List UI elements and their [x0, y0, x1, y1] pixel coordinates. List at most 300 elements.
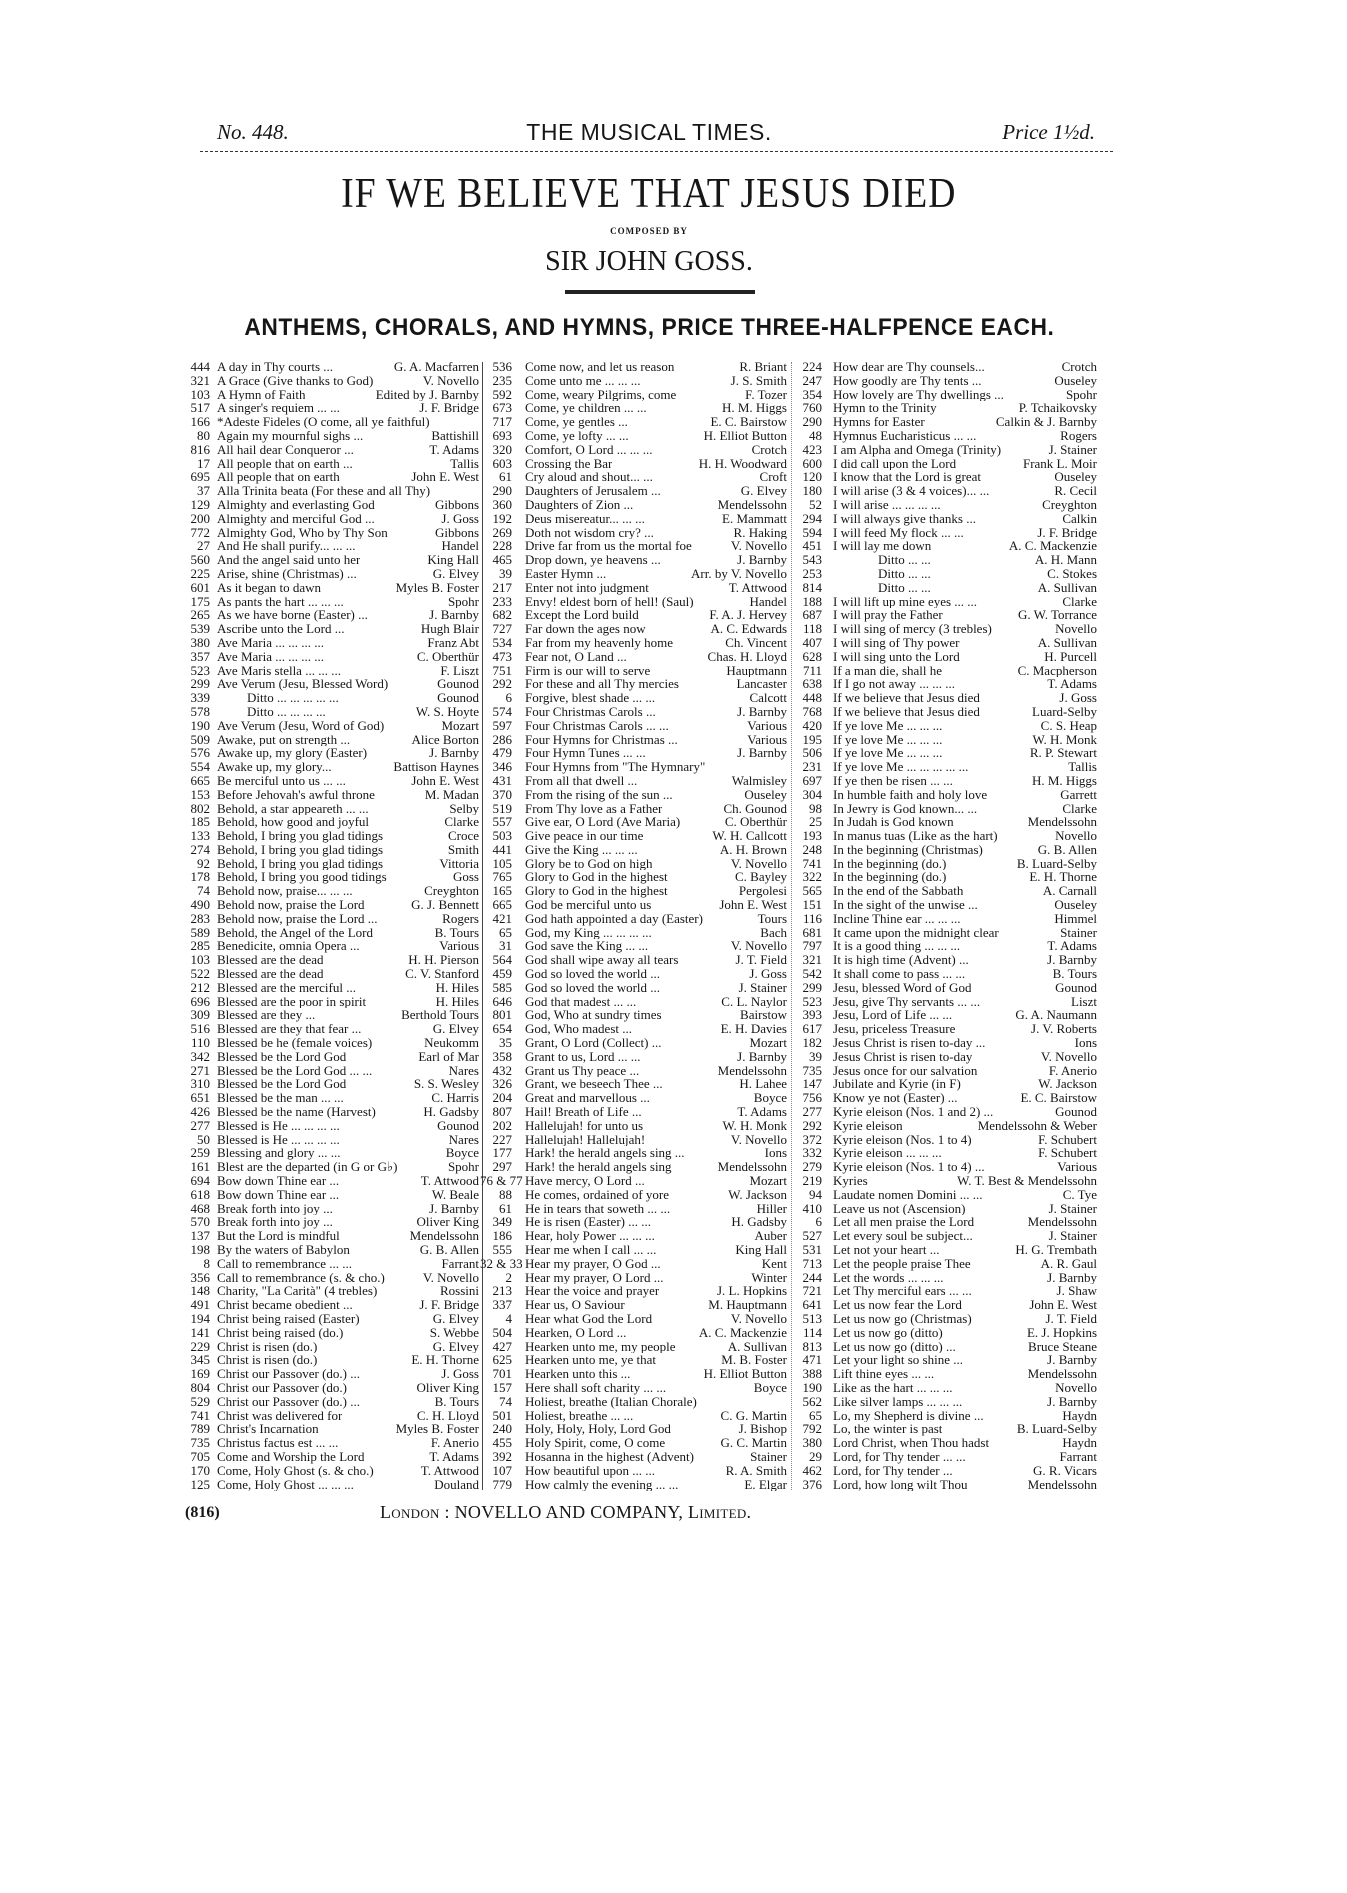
- entry-text: [525, 622, 787, 636]
- entry-text: [833, 1284, 1097, 1298]
- entry-composer: Auber: [754, 1229, 787, 1243]
- entry-text: [833, 664, 1097, 678]
- entry-composer: Ouseley: [1054, 373, 1097, 388]
- entry-title: And He shall purify... ... ...: [217, 539, 356, 554]
- entry-title: From Thy love as a Father: [525, 801, 663, 816]
- entry-text: [217, 1298, 479, 1312]
- entry-text: [217, 1422, 479, 1436]
- entry-title: Come, ye gentles ...: [525, 415, 628, 429]
- entry-composer: V. Novello: [730, 1132, 787, 1147]
- entry-text: [525, 1229, 787, 1243]
- entry-number: 735: [190, 1435, 210, 1451]
- entry-text: [833, 1312, 1097, 1326]
- entry-composer: J. Barnby: [737, 704, 787, 719]
- entry-title: Christ our Passover (do.): [217, 1380, 347, 1395]
- entry-text: [833, 650, 1097, 664]
- entry-text: [833, 939, 1097, 953]
- entry-title: Behold, I bring you glad tidings: [217, 856, 384, 871]
- entry-title: Let all men praise the Lord: [833, 1215, 975, 1230]
- entry-text: [217, 484, 479, 498]
- entry-number: 491: [190, 1297, 210, 1313]
- entry-composer: T. Adams: [1047, 677, 1097, 692]
- entry-number: 224: [802, 359, 822, 374]
- entry-title: If ye love Me ... ... ...: [833, 746, 943, 761]
- entry-composer: E. J. Hopkins: [1026, 1325, 1097, 1340]
- entry-composer: Franz Abt: [427, 635, 479, 650]
- entry-composer: J. Barnby: [737, 1049, 787, 1064]
- entry-text: [525, 1367, 787, 1381]
- entry-composer: Bairstow: [740, 1008, 787, 1023]
- entry-title: A singer's requiem ... ...: [217, 401, 340, 416]
- entry-number: 219: [802, 1173, 822, 1189]
- entry-title: Lord, how long wilt Thou: [833, 1477, 968, 1492]
- entry-number: 468: [190, 1200, 210, 1216]
- entry-composer: W. S. Hoyte: [415, 704, 479, 719]
- entry-composer: T. Attwood: [420, 1174, 479, 1188]
- entry-composer: C. L. Naylor: [721, 994, 787, 1009]
- entry-text: [525, 1133, 787, 1147]
- entry-number: 432: [492, 1062, 512, 1078]
- entry-text: [833, 1436, 1097, 1450]
- entry-number: 705: [190, 1448, 210, 1464]
- entry-number: 804: [190, 1379, 210, 1395]
- entry-composer: V. Novello: [730, 856, 787, 871]
- entry-composer: C. Macpherson: [1017, 663, 1097, 678]
- entry-title: I will pray the Father: [833, 608, 943, 623]
- entry-number: 789: [190, 1421, 210, 1437]
- entry-title: A day in Thy courts ...: [217, 360, 334, 374]
- entry-text: [217, 788, 479, 802]
- entry-title: Break forth into joy ...: [217, 1215, 333, 1230]
- entry-text: [525, 1381, 787, 1395]
- entry-text: [525, 1064, 787, 1078]
- entry-title: Glory to God in the highest: [525, 884, 668, 899]
- entry-number: 290: [492, 483, 512, 499]
- entry-composer: S. S. Wesley: [413, 1077, 479, 1092]
- entry-title: In humble faith and holy love: [833, 787, 988, 802]
- entry-composer: T. Adams: [429, 1449, 479, 1464]
- entry-composer: John E. West: [411, 773, 479, 788]
- entry-title: Let the people praise Thee: [833, 1256, 971, 1271]
- entry-text: [217, 857, 479, 871]
- entry-number: 32 & 33: [480, 1255, 523, 1271]
- entry-text: [525, 1146, 787, 1160]
- entry-number: 103: [190, 952, 210, 968]
- entry-composer: G. C. Martin: [720, 1436, 787, 1450]
- entry-title: I will always give thanks ...: [833, 511, 976, 526]
- entry-number: 349: [492, 1214, 512, 1230]
- entry-number: 110: [190, 1035, 210, 1051]
- entry-number: 801: [492, 1007, 512, 1023]
- entry-number: 48: [809, 427, 822, 443]
- entry-text: [833, 1326, 1097, 1340]
- entry-title: God shall wipe away all tears: [525, 953, 679, 968]
- entry-composer: V. Novello: [1040, 1049, 1097, 1064]
- entry-number: 277: [802, 1104, 822, 1120]
- entry-text: [833, 1008, 1097, 1022]
- entry-title: Call to remembrance (s. & cho.): [217, 1270, 385, 1285]
- entry-composer: Mendelssohn: [717, 1063, 787, 1078]
- entry-composer: W. H. Monk: [1032, 732, 1097, 747]
- entry-title: Come unto me ... ... ...: [525, 373, 641, 388]
- entry-number: 354: [802, 386, 822, 402]
- entry-title: Blessed are they ...: [217, 1008, 316, 1023]
- entry-composer: Himmel: [1054, 911, 1097, 926]
- entry-number: 116: [802, 910, 822, 926]
- entry-number: 17: [197, 455, 210, 471]
- entry-text: [525, 705, 787, 719]
- entry-composer: Selby: [449, 801, 479, 816]
- entry-number: 170: [190, 1462, 210, 1478]
- entry-composer: H. H. Pierson: [408, 953, 479, 968]
- entry-number: 202: [492, 1117, 512, 1133]
- entry-composer: Frank L. Moir: [1022, 456, 1097, 471]
- entry-text: [833, 360, 1097, 374]
- entry-number: 227: [492, 1131, 512, 1147]
- entry-text: [525, 1312, 787, 1326]
- entry-title: Know ye not (Easter) ...: [833, 1091, 958, 1106]
- entry-composer: M. B. Foster: [721, 1353, 787, 1368]
- entry-text: [217, 829, 479, 843]
- entry-title: I will arise ... ... ... ...: [833, 497, 941, 512]
- entry-text: [833, 636, 1097, 650]
- entry-composer: [783, 1395, 787, 1409]
- entry-text: [833, 926, 1097, 940]
- entry-title: Awake, put on strength ...: [217, 732, 351, 747]
- entry-title: Glory be to God on high: [525, 856, 653, 871]
- entry-number: 129: [190, 496, 210, 512]
- entry-title: Blessed be the man ... ...: [217, 1091, 344, 1106]
- entry-number: 765: [492, 869, 512, 885]
- entry-title: Come, Holy Ghost (s. & cho.): [217, 1463, 374, 1478]
- entry-number: 279: [802, 1159, 822, 1175]
- entry-number: 431: [492, 772, 512, 788]
- entry-number: 118: [802, 621, 822, 637]
- entry-composer: H. Elliot Button: [703, 428, 787, 443]
- entry-text: [217, 898, 479, 912]
- entry-number: 180: [802, 483, 822, 499]
- entry-number: 190: [190, 717, 210, 733]
- entry-number: 175: [190, 593, 210, 609]
- entry-text: [525, 1326, 787, 1340]
- entry-composer: R. Cecil: [1054, 484, 1097, 498]
- entry-text: [525, 760, 787, 774]
- entry-title: In the sight of the unwise ...: [833, 898, 978, 912]
- entry-number: 380: [190, 634, 210, 650]
- entry-text: [833, 843, 1097, 857]
- entry-text: [833, 457, 1097, 471]
- entry-title: I will lay me down: [833, 539, 932, 554]
- entry-text: [833, 1395, 1097, 1409]
- entry-number: 195: [802, 731, 822, 747]
- entry-number: 332: [802, 1145, 822, 1161]
- entry-title: Blessed is He ... ... ... ...: [217, 1118, 340, 1133]
- entry-title: Blessed be he (female voices): [217, 1036, 373, 1050]
- entry-title: Hymns for Easter: [833, 415, 925, 429]
- entry-number: 701: [492, 1366, 512, 1382]
- entry-number: 80: [197, 427, 210, 443]
- entry-number: 423: [802, 441, 822, 457]
- entry-composer: Bach: [760, 925, 787, 940]
- entry-title: Give the King ... ... ...: [525, 842, 638, 857]
- entry-composer: Berthold Tours: [401, 1008, 479, 1023]
- entry-title: Let us now go (ditto): [833, 1325, 943, 1340]
- entry-number: 534: [492, 634, 512, 650]
- entry-composer: G. J. Bennett: [411, 898, 479, 912]
- entry-composer: Mendelssohn: [1027, 1477, 1097, 1492]
- entry-title: Give peace in our time: [525, 829, 644, 843]
- entry-composer: J. Barnby: [1047, 953, 1097, 968]
- entry-number: 536: [492, 359, 512, 374]
- entry-composer: [475, 484, 479, 498]
- entry-composer: John E. West: [411, 470, 479, 485]
- entry-composer: W. Jackson: [728, 1187, 787, 1202]
- entry-title: God, my King ... ... ... ...: [525, 925, 652, 940]
- entry-text: [833, 1119, 1097, 1133]
- entry-title: Again my mournful sighs ...: [217, 428, 364, 443]
- entry-composer: Haydn: [1062, 1408, 1097, 1423]
- entry-title: How calmly the evening ... ...: [525, 1477, 679, 1492]
- entry-composer: J. Stainer: [738, 980, 787, 995]
- entry-number: 231: [802, 759, 822, 775]
- entry-number: 673: [492, 400, 512, 416]
- entry-title: Kyrie eleison: [833, 1118, 903, 1133]
- entry-text: [525, 553, 787, 567]
- entry-text: [525, 567, 787, 581]
- entry-text: [525, 1243, 787, 1257]
- entry-title: Ditto ... ...: [878, 553, 931, 567]
- entry-composer: Gounod: [437, 677, 479, 692]
- entry-number: 807: [492, 1104, 512, 1120]
- entry-title: Crossing the Bar: [525, 456, 613, 471]
- entry-composer: J. Barnby: [1047, 1394, 1097, 1409]
- entry-title: Hymnus Eucharisticus ... ...: [833, 428, 977, 443]
- entry-composer: F. Anerio: [1048, 1063, 1097, 1078]
- entry-text: [217, 1450, 479, 1464]
- entry-title: As pants the hart ... ... ...: [217, 594, 344, 609]
- entry-composer: Nares: [448, 1132, 479, 1147]
- price: Price 1½d.: [1002, 120, 1095, 144]
- entry-text: [833, 719, 1097, 733]
- entry-text: [833, 429, 1097, 443]
- entry-number: 61: [499, 469, 512, 485]
- entry-composer: J. F. Bridge: [419, 1298, 479, 1312]
- masthead: THE MUSICAL TIMES.: [526, 119, 772, 145]
- entry-title: Hear us, O Saviour: [525, 1298, 625, 1312]
- entry-composer: Chas. H. Lloyd: [707, 649, 787, 664]
- entry-text: [525, 953, 787, 967]
- entry-number: 751: [492, 662, 512, 678]
- entry-text: [525, 484, 787, 498]
- entry-number: 190: [802, 1379, 822, 1395]
- entry-title: Hear, holy Power ... ... ...: [525, 1229, 655, 1243]
- entry-number: 153: [190, 786, 210, 802]
- entry-composer: Hugh Blair: [420, 622, 479, 636]
- section-title-text: ANTHEMS, CHORALS, AND HYMNS, PRICE THREE-HALFPENCE EACH.: [243, 314, 1055, 341]
- entry-title: Grant to us, Lord ... ...: [525, 1049, 641, 1064]
- entry-title: Jesu, priceless Treasure: [833, 1022, 956, 1037]
- entry-number: 557: [492, 814, 512, 830]
- entry-title: A Grace (Give thanks to God): [217, 373, 374, 388]
- entry-title: Alla Trinita beata (For these and all Thy): [217, 484, 431, 498]
- entry-number: 185: [190, 814, 210, 830]
- entry-number: 713: [802, 1255, 822, 1271]
- entry-text: [833, 608, 1097, 622]
- entry-number: 741: [802, 855, 822, 871]
- entry-number: 52: [809, 496, 822, 512]
- entry-number: 76 & 77: [480, 1173, 523, 1189]
- entry-number: 641: [802, 1297, 822, 1313]
- entry-composer: G. Elvey: [432, 1022, 479, 1037]
- entry-composer: Battison Haynes: [393, 760, 479, 774]
- entry-text: [217, 1160, 479, 1174]
- entry-composer: Mendelssohn: [409, 1229, 479, 1243]
- entry-title: And the angel said unto her: [217, 553, 361, 567]
- entry-composer: G. Elvey: [740, 484, 787, 498]
- entry-text: [217, 636, 479, 650]
- entry-composer: Boyce: [753, 1380, 787, 1395]
- entry-composer: Smith: [447, 842, 479, 857]
- entry-text: [833, 1229, 1097, 1243]
- entry-composer: R. Briant: [739, 360, 787, 374]
- entry-text: [217, 926, 479, 940]
- entry-composer: Novello: [1055, 829, 1097, 843]
- entry-text: [833, 1381, 1097, 1395]
- entry-composer: Gounod: [1055, 1105, 1097, 1119]
- entry-text: [525, 388, 787, 402]
- entry-title: Forgive, blest shade ... ...: [525, 691, 656, 705]
- entry-text: [525, 1478, 787, 1492]
- entry-title: Jesu, give Thy servants ... ...: [833, 994, 981, 1009]
- entry-composer: Ouseley: [1054, 470, 1097, 485]
- entry-text: [525, 1353, 787, 1367]
- entry-title: Blessing and glory ... ...: [217, 1146, 341, 1161]
- entry-text: [833, 967, 1097, 981]
- entry-number: 213: [492, 1283, 512, 1299]
- entry-text: [525, 1077, 787, 1091]
- entry-text: [525, 746, 787, 760]
- entry-composer: W. Jackson: [1038, 1077, 1097, 1092]
- entry-text: [217, 1284, 479, 1298]
- entry-title: If ye then be risen ... ...: [833, 773, 953, 788]
- entry-title: Let us now fear the Lord: [833, 1298, 962, 1312]
- entry-composer: G. Elvey: [432, 1339, 479, 1354]
- entry-title: Doth not wisdom cry? ...: [525, 525, 654, 540]
- entry-text: [525, 401, 787, 415]
- entry-number: 594: [802, 524, 822, 540]
- entry-title: Let us now go (ditto) ...: [833, 1339, 956, 1354]
- entry-composer: Crotch: [1061, 360, 1097, 374]
- entry-number: 527: [802, 1228, 822, 1244]
- entry-number: 186: [492, 1228, 512, 1244]
- entry-text: [217, 1271, 479, 1285]
- entry-composer: A. Sullivan: [1037, 580, 1097, 595]
- entry-number: 501: [492, 1407, 512, 1423]
- entry-title: Break forth into joy ...: [217, 1201, 333, 1216]
- entry-composer: F. Schubert: [1038, 1132, 1097, 1147]
- entry-composer: Croce: [447, 829, 479, 843]
- entry-title: Firm is our will to serve: [525, 663, 651, 678]
- entry-text: [525, 457, 787, 471]
- entry-composer: F. Tozer: [745, 387, 787, 402]
- entry-composer: B. Tours: [434, 925, 479, 940]
- entry-number: 741: [190, 1407, 210, 1423]
- entry-title: From all that dwell ...: [525, 773, 638, 788]
- entry-number: 125: [190, 1476, 210, 1492]
- entry-composer: V. Novello: [730, 539, 787, 554]
- entry-number: 779: [492, 1476, 512, 1492]
- entry-title: If we believe that Jesus died: [833, 704, 980, 719]
- entry-text: [525, 1036, 787, 1050]
- entry-title: Come, weary Pilgrims, come: [525, 387, 677, 402]
- entry-composer: Creyghton: [424, 884, 479, 899]
- entry-number: 625: [492, 1352, 512, 1368]
- entry-number: 309: [190, 1007, 210, 1023]
- entry-title: Ditto ... ... ... ...: [247, 704, 326, 719]
- entry-title: Let Thy merciful ears ... ...: [833, 1284, 972, 1299]
- entry-text: [833, 415, 1097, 429]
- entry-number: 444: [190, 359, 210, 374]
- entry-number: 578: [190, 703, 210, 719]
- entry-text: [525, 1284, 787, 1298]
- entry-number: 198: [190, 1242, 210, 1257]
- entry-title: Jesus Christ is risen to-day ...: [833, 1036, 986, 1050]
- entry-composer: Tallis: [1068, 760, 1097, 774]
- entry-title: Behold, the Angel of the Lord: [217, 925, 373, 940]
- entry-number: 651: [190, 1090, 210, 1106]
- entry-title: Blessed be the Lord God: [217, 1049, 347, 1064]
- entry-number: 697: [802, 772, 822, 788]
- entry-title: If we believe that Jesus died: [833, 691, 980, 705]
- entry-text: [217, 1133, 479, 1147]
- entry-title: How beautiful upon ... ...: [525, 1463, 655, 1478]
- entry-composer: G. Elvey: [432, 1311, 479, 1326]
- entry-title: Far down the ages now: [525, 622, 646, 636]
- entry-text: [525, 1022, 787, 1036]
- entry-number: 29: [809, 1448, 822, 1464]
- entry-number: 503: [492, 828, 512, 844]
- entry-text: [217, 1105, 479, 1119]
- entry-text: [217, 1146, 479, 1160]
- entry-title: I know that the Lord is great: [833, 470, 982, 485]
- entry-text: [525, 802, 787, 816]
- entry-text: [217, 1478, 479, 1492]
- entry-composer: J. Barnby: [429, 746, 479, 761]
- entry-number: 696: [190, 993, 210, 1009]
- entry-text: [833, 898, 1097, 912]
- entry-composer: E. C. Bairstow: [710, 415, 787, 429]
- entry-text: [525, 1174, 787, 1188]
- entry-text: [525, 443, 787, 457]
- entry-text: [525, 539, 787, 553]
- entry-text: [525, 1464, 787, 1478]
- entry-composer: Stainer: [1060, 925, 1097, 940]
- entry-title: In the end of the Sabbath: [833, 884, 964, 899]
- entry-text: [525, 1188, 787, 1202]
- entry-composer: Spohr: [447, 594, 479, 609]
- entry-text: [525, 1119, 787, 1133]
- entry-composer: J. S. Smith: [730, 373, 787, 388]
- entry-composer: Arr. by V. Novello: [691, 566, 787, 581]
- entry-text: [833, 815, 1097, 829]
- entry-number: 188: [802, 593, 822, 609]
- entry-title: Like silver lamps ... ... ...: [833, 1394, 963, 1409]
- entry-composer: J. Stainer: [1048, 442, 1097, 457]
- entry-composer: P. Tchaikovsky: [1018, 401, 1097, 416]
- entry-text: [217, 1215, 479, 1229]
- entry-number: 151: [802, 897, 822, 913]
- entry-number: 441: [492, 841, 512, 857]
